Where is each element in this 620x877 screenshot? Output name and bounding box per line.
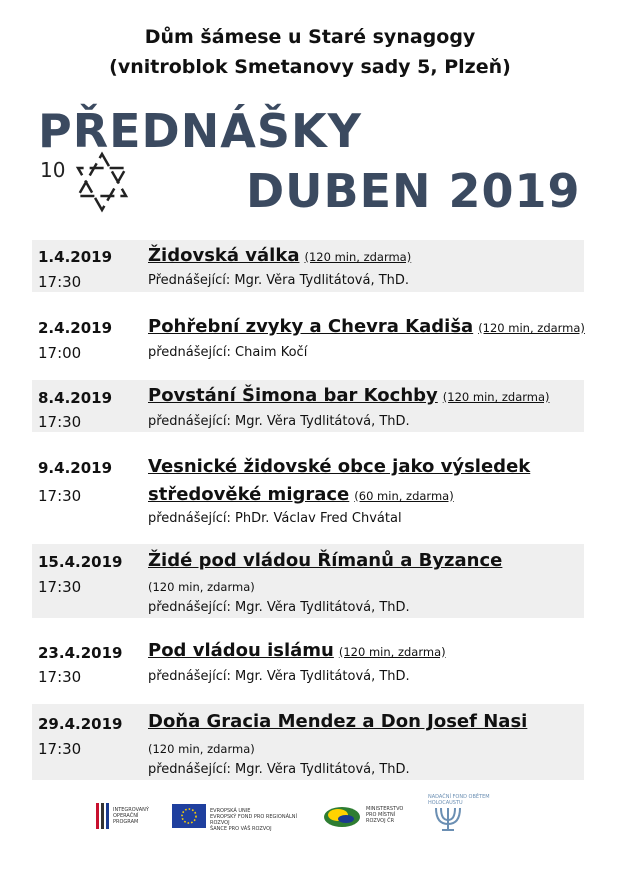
lecture-date: 2.4.2019 [38,319,113,337]
lecture-duration: (120 min, zdarma) [442,390,550,404]
lecture-date: 23.4.2019 [38,644,123,662]
lecture-time: 17:30 [38,487,82,505]
lecture-time: 17:30 [38,413,82,431]
lecture-row [32,310,584,366]
lecture-speaker: přednášející: PhDr. Václav Fred Chvátal [148,511,402,526]
lecture-date: 15.4.2019 [38,553,123,571]
lecture-duration: (120 min, zdarma) [338,645,446,659]
iop-bars-icon [96,803,110,829]
anniversary-number: 10 [40,158,66,182]
lecture-time: 17:30 [38,740,82,758]
lecture-title: Židovská válka (120 min, zdarma) [148,245,412,266]
lecture-time: 17:30 [38,668,82,686]
page-subtitle-month: DUBEN 2019 [246,164,581,218]
lecture-speaker: Přednášející: Mgr. Věra Tydlitátová, ThD. [148,273,410,288]
lecture-time: 17:30 [38,273,82,291]
lecture-duration: (60 min, zdarma) [354,489,454,503]
sponsor-logos [96,794,526,834]
lecture-title-line-1: Vesnické židovské obce jako výsledek [148,456,531,477]
lecture-title: Povstání Šimona bar Kochby (120 min, zdarma) [148,385,550,406]
lecture-date: 1.4.2019 [38,248,113,266]
anniversary-logo [40,150,130,220]
lecture-speaker: přednášející: Mgr. Věra Tydlitátová, ThD. [148,414,410,429]
menorah-icon [432,804,464,832]
lecture-date: 29.4.2019 [38,715,123,733]
lecture-date: 9.4.2019 [38,459,113,477]
lecture-row [32,544,584,618]
holocaust-fund-logo: NADAČNÍ FOND OBĚTEM HOLOCAUSTU [432,800,532,834]
lecture-title-line-2: středověké migrace (60 min, zdarma) [148,484,454,505]
lecture-duration: (120 min, zdarma) [148,580,255,594]
eu-flag-icon [172,804,206,828]
venue-line-2: (vnitroblok Smetanovy sady 5, Plzeň) [109,56,511,78]
lecture-speaker: přednášející: Mgr. Věra Tydlitátová, ThD. [148,669,410,684]
mmr-swirl-icon [322,803,362,831]
lecture-title: Židé pod vládou Římanů a Byzance [148,550,503,571]
lecture-row [32,704,584,780]
mmr-logo: MINISTERSTVO PRO MÍSTNÍ ROZVOJ ČR [322,800,422,834]
lecture-duration: (120 min, zdarma) [304,250,412,264]
star-of-david-icon [74,150,130,214]
lecture-speaker: přednášející: Mgr. Věra Tydlitátová, ThD. [148,762,410,777]
eu-logo: EVROPSKÁ UNIE EVROPSKÝ FOND PRO REGIONÁLNÍ ROZVOJ ŠANCE PRO VÁŠ ROZVOJ [172,800,312,834]
lecture-title: Pohřební zvyky a Chevra Kadiša (120 min, zdarma) [148,316,585,337]
lecture-time: 17:00 [38,344,82,362]
lecture-speaker: přednášející: Mgr. Věra Tydlitátová, ThD. [148,600,410,615]
lecture-date: 8.4.2019 [38,389,113,407]
lecture-duration: (120 min, zdarma) [478,321,585,335]
lecture-speaker: přednášející: Chaim Kočí [148,345,308,360]
venue-line-1: Dům šámese u Staré synagogy [144,26,476,48]
lecture-duration: (120 min, zdarma) [148,742,255,756]
lecture-row [32,240,584,292]
lecture-row [32,380,584,432]
lecture-time: 17:30 [38,578,82,596]
page-title: PŘEDNÁŠKY [38,104,362,158]
iop-logo: INTEGROVANÝ OPERAČNÍ PROGRAM [96,800,162,834]
lecture-row [32,634,584,690]
lecture-title: Pod vládou islámu (120 min, zdarma) [148,640,446,661]
lecture-row [32,450,584,530]
lecture-title: Doňa Gracia Mendez a Don Josef Nasi [148,711,528,732]
